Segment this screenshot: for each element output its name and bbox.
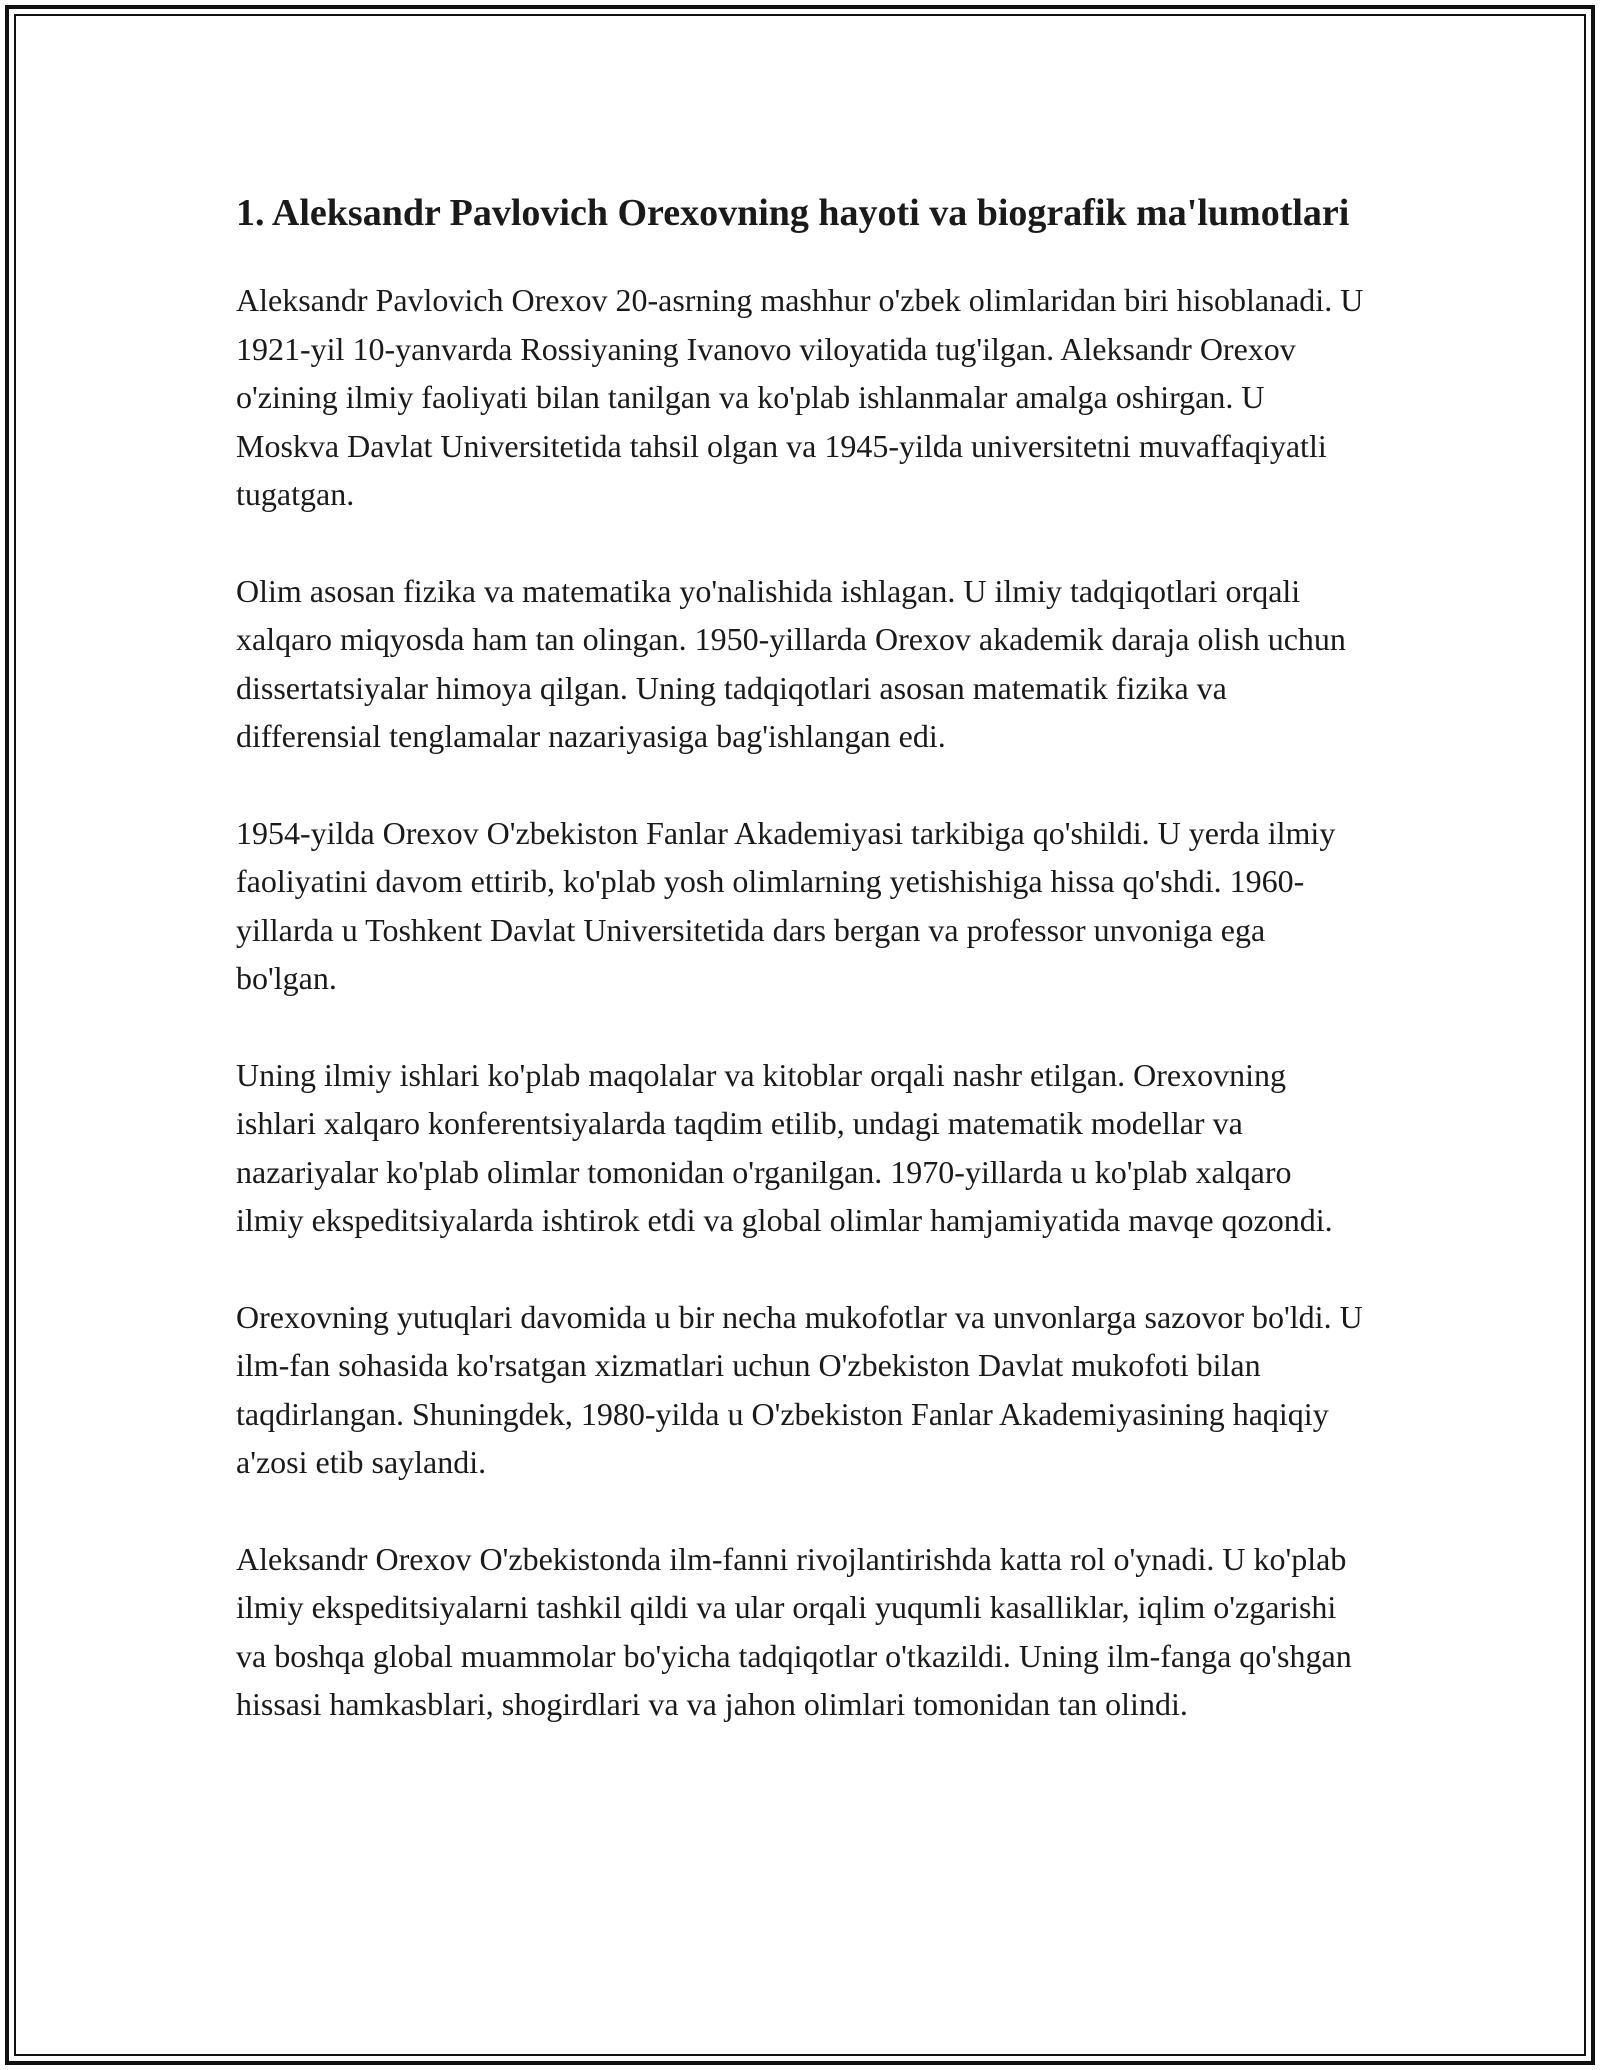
- paragraph-5: Orexovning yutuqlari davomida u bir necha mukofotlar va unvonlarga sazovor bo'ldi. U ilm-fan sohasida ko'rsatgan xizmatlari uchun O'zbekiston Davlat mukofoti bilan taqdirlangan. Shuningdek, 1980-yilda u O'zbekiston Fanlar Akademiyasining haqiqiy a'zosi etib saylandi.: [236, 1298, 1363, 1480]
- paragraph-1: Aleksandr Pavlovich Orexov 20-asrning mashhur o'zbek olimlaridan biri hisoblanadi. U 1921-yil 10-yanvarda Rossiyaning Ivanovo viloyatida tug'ilgan. Aleksandr Orexov o'zining ilmiy faoliyati bilan tanilgan va ko'plab ishlanmalar amalga oshirgan. U Moskva Davlat Universitetida tahsil olgan va 1945-yilda universitetni muvaffaqiyatli tugatgan.: [236, 282, 1364, 512]
- paragraph-4: Uning ilmiy ishlari ko'plab maqolalar va kitoblar orqali nashr etilgan. Orexovning ishlari xalqaro konferentsiyalarda taqdim etilib, undagi matematik modellar va nazariyalar ko'plab olimlar tomonidan o'rganilgan. 1970-yillarda u ko'plab xalqaro ilmiy ekspeditsiyalarda ishtirok etdi va global olimlar hamjamiyatida mavqe qozondi.: [236, 1056, 1333, 1238]
- section-heading: 1. Aleksandr Pavlovich Orexovning hayoti va biografik ma'lumotlari: [236, 192, 1350, 234]
- paragraph-2: Olim asosan fizika va matematika yo'nalishida ishlagan. U ilmiy tadqiqotlari orqali xalqaro miqyosda ham tan olingan. 1950-yillarda Orexov akademik daraja olish uchun dissertatsiyalar himoya qilgan. Uning tadqiqotlari asosan matematik fizika va differensial tenglamalar nazariyasiga bag'ishlangan edi.: [236, 572, 1346, 754]
- paragraph-3: 1954-yilda Orexov O'zbekiston Fanlar Akademiyasi tarkibiga qo'shildi. U yerda ilmiy faoliyatini davom ettirib, ko'plab yosh olimlarning yetishishiga hissa qo'shdi. 1960-yillarda u Toshkent Davlat Universitetida dars bergan va professor unvoniga ega bo'lgan.: [236, 814, 1336, 996]
- document-body: [236, 186, 1366, 1777]
- paragraph-6: Aleksandr Orexov O'zbekistonda ilm-fanni rivojlantirishda katta rol o'ynadi. U ko'plab ilmiy ekspeditsiyalarni tashkil qildi va ular orqali yuqumli kasalliklar, iqlim o'zgarishi va boshqa global muammolar bo'yicha tadqiqotlar o'tkazildi. Uning ilm-fanga qo'shgan hissasi hamkasblari, shogirdlari va va jahon olimlari tomonidan tan olindi.: [236, 1540, 1352, 1722]
